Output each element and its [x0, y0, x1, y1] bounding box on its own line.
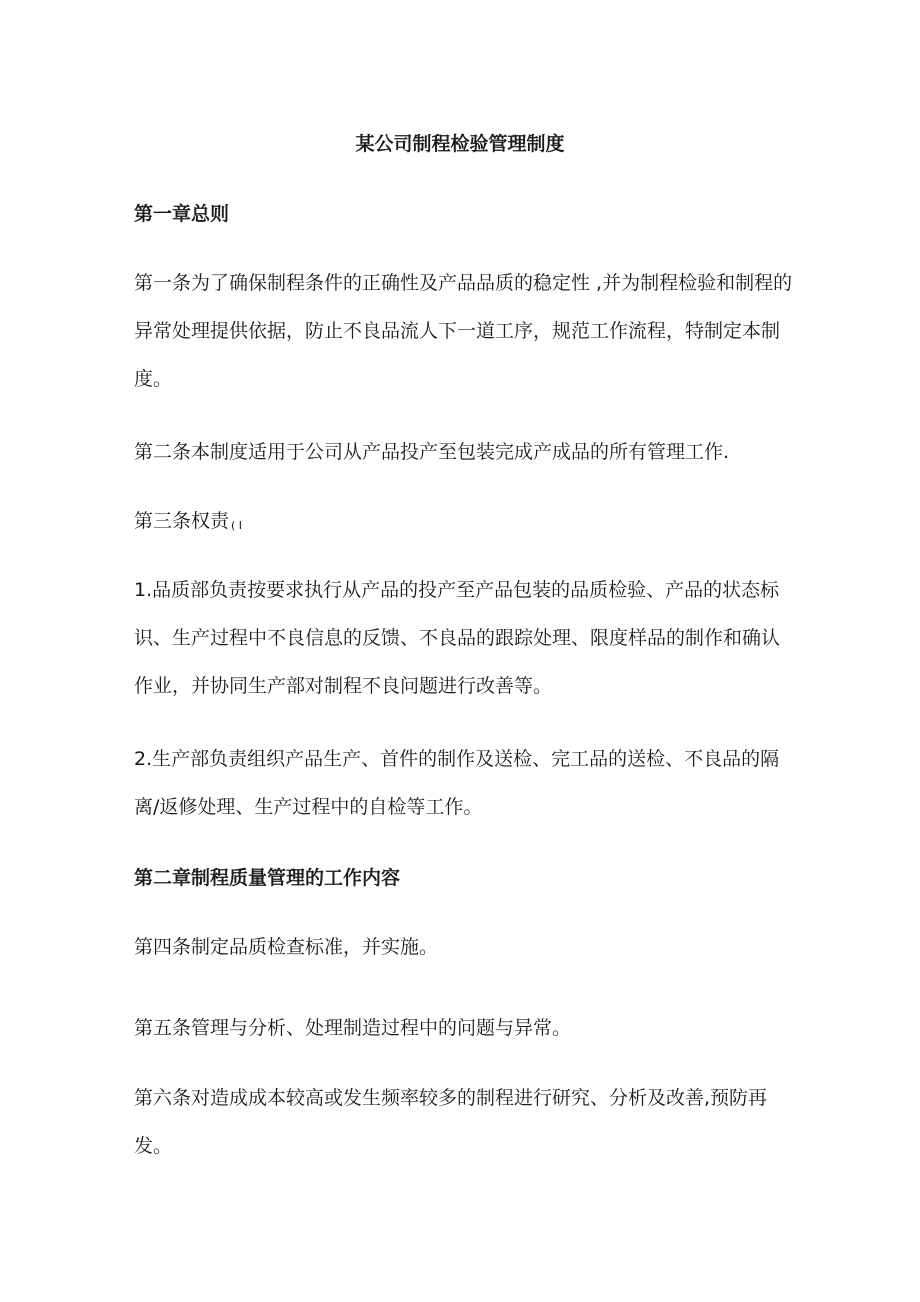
chapter-1-heading: 第一章总则 [134, 203, 230, 225]
article-5: 第五条管理与分析、处理制造过程中的问题与异常。 [134, 1017, 572, 1039]
article-2: 第二条本制度适用于公司从产品投产至包装完成产成品的所有管理工作. [134, 441, 730, 463]
duty-item-1: 1.品质部负责按要求执行从产品的投产至产品包装的品质检验、产品的状态标识、生产过程中不良信息的反馈、不良品的跟踪处理、限度样品的制作和确认作业，并协同生产部对制程不良问题进行改善等。 [134, 579, 781, 697]
chapter-2-heading: 第二章制程质量管理的工作内容 [134, 867, 401, 889]
article-4: 第四条制定品质检查标准，并实施。 [134, 936, 439, 958]
article-3 [134, 497, 794, 550]
article-6: 第六条对造成成本较高或发生频率较多的制程进行研究、分析及改善,预防再发。 [134, 1087, 768, 1157]
article-3-note: ( I [231, 519, 243, 532]
document-title: 某公司制程检验管理制度 [355, 133, 565, 155]
article-1: 第一条为了确保制程条件的正确性及产品品质的稳定性 ,并为制程检验和制程的异常处理提供依据，防止不良品流人下一道工序，规范工作流程，特制定本制度。 [134, 272, 793, 390]
duty-item-2: 2.生产部负责组织产品生产、首件的制作及送检、完工品的送检、不良品的隔离/返修处理、生产过程中的自检等工作。 [134, 748, 780, 818]
article-3-text: 第三条权责 [134, 510, 230, 532]
